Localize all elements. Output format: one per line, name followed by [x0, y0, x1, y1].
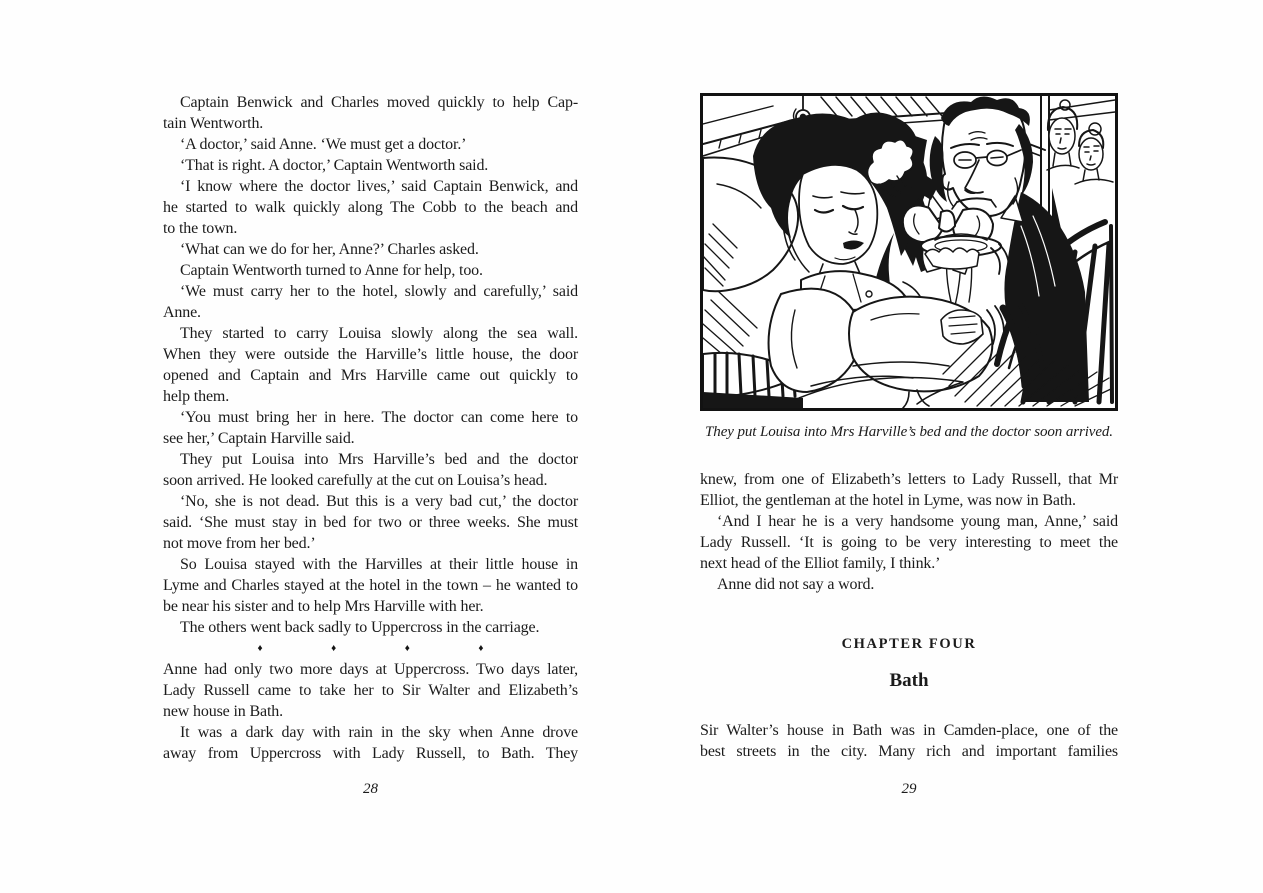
text-line: Captain Benwick and Charles moved quickly to help Cap- — [180, 94, 578, 111]
text-line: tain Wentworth. — [163, 115, 264, 132]
text-line: opened and Captain and Mrs Harville came out quickly to — [163, 367, 578, 384]
diamond-icon: ♦ — [331, 643, 337, 654]
text-line: ‘That is right. A doctor,’ Captain Wentworth said. — [180, 157, 489, 174]
text-line: not move from her bed.’ — [163, 535, 316, 552]
text-line: Elliot, the gentleman at the hotel in Lyme, was now in Bath. — [700, 492, 1076, 509]
section-break — [163, 638, 578, 659]
text-line: ‘You must bring her in here. The doctor can come here to — [180, 409, 578, 426]
illustration-drawing — [703, 96, 1115, 408]
text-line: help them. — [163, 388, 230, 405]
text-line: Lyme and Charles stayed at the hotel in the town – he wanted to — [163, 577, 578, 594]
text-line: They put Louisa into Mrs Harville’s bed and the doctor — [180, 451, 578, 468]
illustration-caption: They put Louisa into Mrs Harville’s bed and the doctor soon arrived. — [705, 424, 1113, 440]
text-line: next head of the Elliot family, I think.’ — [700, 555, 941, 572]
text-line: new house in Bath. — [163, 703, 283, 720]
text-line: When they were outside the Harville’s little house, the door — [163, 346, 578, 363]
text-line: ‘And I hear he is a very handsome young man, Anne,’ said — [717, 513, 1118, 530]
text-line: soon arrived. He looked carefully at the cut on Louisa’s head. — [163, 472, 548, 489]
book-illustration — [700, 93, 1118, 411]
text-line: see her,’ Captain Harville said. — [163, 430, 355, 447]
text-line: They started to carry Louisa slowly along the sea wall. — [180, 325, 578, 342]
text-line: knew, from one of Elizabeth’s letters to Lady Russell, that Mr — [700, 471, 1118, 488]
page-number-right: 29 — [901, 781, 917, 797]
left-page-text — [163, 92, 578, 764]
text-line: Anne had only two more days at Uppercross. Two days later, — [163, 661, 578, 678]
text-line: Lady Russell came to take her to Sir Walter and Elizabeth’s — [163, 682, 578, 699]
text-line: best streets in the city. Many rich and important families — [700, 743, 1118, 760]
diamond-icon: ♦ — [404, 643, 410, 654]
text-line: be near his sister and to help Mrs Harville with her. — [163, 598, 484, 615]
text-line: to the town. — [163, 220, 238, 237]
text-line: Lady Russell. ‘It is going to be very interesting to meet the — [700, 534, 1118, 551]
text-line: It was a dark day with rain in the sky when Anne drove — [180, 724, 578, 741]
diamond-icon: ♦ — [257, 643, 263, 654]
chapter-heading: CHAPTER FOUR — [841, 636, 977, 652]
right-page-text — [700, 469, 1118, 595]
text-line: away from Uppercross with Lady Russell, to Bath. They — [163, 745, 578, 762]
text-line: The others went back sadly to Uppercross in the carriage. — [180, 619, 540, 636]
text-line: ‘I know where the doctor lives,’ said Captain Benwick, and — [180, 178, 578, 195]
page-number-left: 28 — [363, 781, 378, 797]
text-line: ‘No, she is not dead. But this is a very bad cut,’ the doctor — [180, 493, 578, 510]
text-line: Anne. — [163, 304, 201, 321]
text-line: said. ‘She must stay in bed for two or three weeks. She must — [163, 514, 578, 531]
chapter-title: Bath — [889, 670, 929, 691]
text-line: Sir Walter’s house in Bath was in Camden-place, one of the — [700, 722, 1118, 739]
text-line: Anne did not say a word. — [717, 576, 875, 593]
text-line: ‘What can we do for her, Anne?’ Charles asked. — [180, 241, 479, 258]
text-line: ‘A doctor,’ said Anne. ‘We must get a doctor.’ — [180, 136, 467, 153]
diamond-icon: ♦ — [478, 643, 484, 654]
chapter-opening-text — [700, 720, 1118, 762]
text-line: ‘We must carry her to the hotel, slowly and carefully,’ said — [180, 283, 578, 300]
text-line: So Louisa stayed with the Harvilles at their little house in — [180, 556, 578, 573]
text-line: Captain Wentworth turned to Anne for help, too. — [180, 262, 483, 279]
text-line: he started to walk quickly along The Cobb to the beach and — [163, 199, 578, 216]
